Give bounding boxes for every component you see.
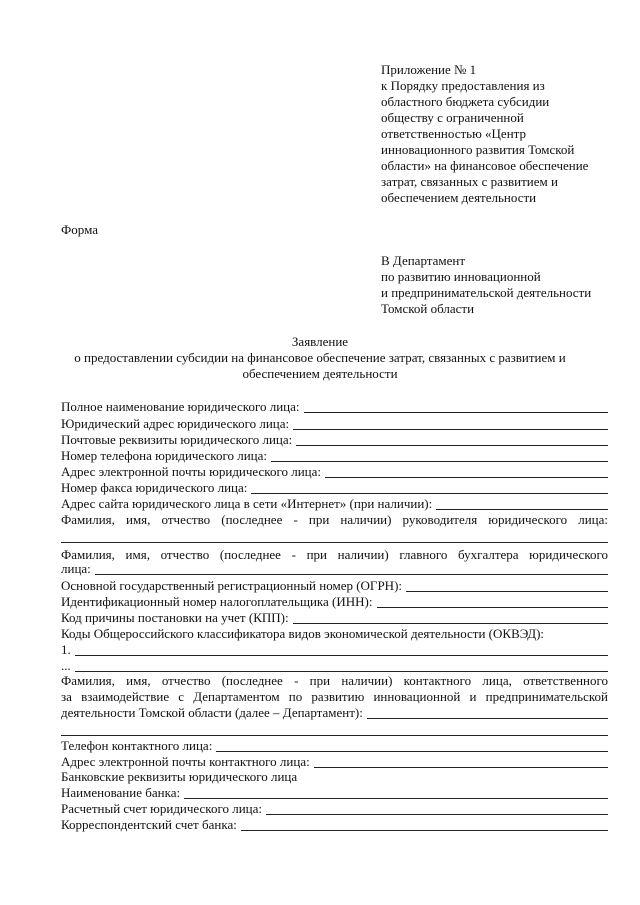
fill-line[interactable] [266, 802, 608, 815]
contact-field[interactable] [61, 704, 608, 721]
field-label: Телефон контактного лица: [61, 738, 213, 753]
kpp-field[interactable] [61, 609, 608, 626]
field-label: Код причины постановки на учет (КПП): [61, 610, 289, 625]
fill-line[interactable] [216, 739, 608, 752]
field-label: Юридический адрес юридического лица: [61, 416, 290, 431]
email-field[interactable] [61, 463, 608, 480]
department-line: и предпринимательской деятельности [381, 285, 592, 300]
field-label: Основной государственный регистрационный номер (ОГРН): [61, 578, 403, 593]
okved-item-more[interactable] [61, 657, 608, 674]
department-line: по развитию инновационной [381, 269, 541, 284]
appendix-line: обеспечением деятельности [381, 190, 537, 205]
document-subtitle: о предоставлении субсидии на финансовое обеспечение затрат, связанных с развитием и [74, 350, 566, 365]
appendix-block [381, 62, 621, 206]
field-label: Почтовые реквизиты юридического лица: [61, 432, 293, 447]
fill-line[interactable] [406, 579, 608, 592]
document-subtitle-line2: обеспечением деятельности [242, 366, 398, 381]
fill-line[interactable] [184, 786, 608, 799]
appendix-line: областного бюджета субсидии [381, 94, 550, 109]
appendix-line: затрат, связанных с развитием и [381, 174, 558, 189]
appendix-line: обществу с ограниченной [381, 110, 524, 125]
full-name-field[interactable] [61, 398, 608, 415]
fill-line[interactable] [271, 449, 608, 462]
field-label: Адрес электронной почты юридического лица: [61, 464, 321, 479]
contact-label-line1: Фамилия, имя, отчество (последнее - при наличии) контактного лица, ответственного [61, 673, 608, 688]
field-label: деятельности Томской области (далее – Департамент): [61, 705, 363, 720]
field-label: Адрес электронной почты контактного лица: [61, 754, 310, 769]
fill-line[interactable] [436, 497, 608, 510]
legal-address-field[interactable] [61, 415, 608, 432]
department-line: В Департамент [381, 253, 466, 268]
appendix-line: к Порядку предоставления из [381, 78, 545, 93]
department-address [381, 253, 591, 317]
bank-header: Банковские реквизиты юридического лица [61, 769, 298, 784]
fill-line[interactable] [75, 659, 608, 672]
fill-line[interactable] [296, 433, 608, 446]
field-label: Идентификационный номер налогоплательщика (ИНН): [61, 594, 373, 609]
field-label: Корреспондентский счет банка: [61, 817, 237, 832]
settlement-account-field[interactable] [61, 800, 608, 817]
contact-label-line2: за взаимодействие с Департаментом по развитию инновационной и предпринимательской [61, 689, 608, 704]
fill-line[interactable] [377, 595, 609, 608]
fill-line[interactable] [95, 562, 608, 575]
contact-phone-field[interactable] [61, 737, 608, 754]
director-fill-line[interactable] [61, 542, 608, 543]
postal-field[interactable] [61, 431, 608, 448]
field-label: Адрес сайта юридического лица в сети «Интернет» (при наличии): [61, 496, 433, 511]
phone-field[interactable] [61, 447, 608, 464]
fill-line[interactable] [75, 643, 608, 656]
ogrn-field[interactable] [61, 577, 608, 594]
field-label: лица: [61, 561, 91, 576]
fax-field[interactable] [61, 479, 608, 496]
bank-name-field[interactable] [61, 784, 608, 801]
accountant-field[interactable] [61, 560, 608, 577]
appendix-line: ответственностью «Центр [381, 126, 526, 141]
fill-line[interactable] [241, 818, 608, 831]
appendix-line: инновационного развития Томской [381, 142, 575, 157]
corr-account-field[interactable] [61, 816, 608, 833]
appendix-line: области» на финансовое обеспечение [381, 158, 589, 173]
website-field[interactable] [61, 495, 608, 512]
field-label: 1. [61, 642, 71, 657]
fill-line[interactable] [367, 706, 608, 719]
appendix-line: Приложение № 1 [381, 62, 477, 77]
inn-field[interactable] [61, 593, 608, 610]
contact-fill-line[interactable] [61, 735, 608, 736]
field-label: Номер факса юридического лица: [61, 480, 248, 495]
field-label: Наименование банка: [61, 785, 181, 800]
fill-line[interactable] [251, 481, 608, 494]
fill-line[interactable] [304, 400, 609, 413]
fill-line[interactable] [314, 755, 608, 768]
document-title: Заявление [291, 334, 349, 349]
field-label: Полное наименование юридического лица: [61, 399, 300, 414]
okved-label: Коды Общероссийского классификатора видов экономической деятельности (ОКВЭД): [61, 626, 545, 641]
department-line: Томской области [381, 301, 475, 316]
contact-email-field[interactable] [61, 753, 608, 770]
field-label: ... [61, 658, 71, 673]
director-label: Фамилия, имя, отчество (последнее - при наличии) руководителя юридического лица: [61, 512, 608, 527]
fill-line[interactable] [293, 611, 608, 624]
field-label: Номер телефона юридического лица: [61, 448, 267, 463]
okved-item-1[interactable] [61, 641, 608, 658]
accountant-label: Фамилия, имя, отчество (последнее - при наличии) главного бухгалтера юридического [61, 547, 608, 562]
field-label: Расчетный счет юридического лица: [61, 801, 262, 816]
form-label: Форма [61, 222, 98, 237]
fill-line[interactable] [325, 465, 608, 478]
fill-line[interactable] [293, 417, 608, 430]
